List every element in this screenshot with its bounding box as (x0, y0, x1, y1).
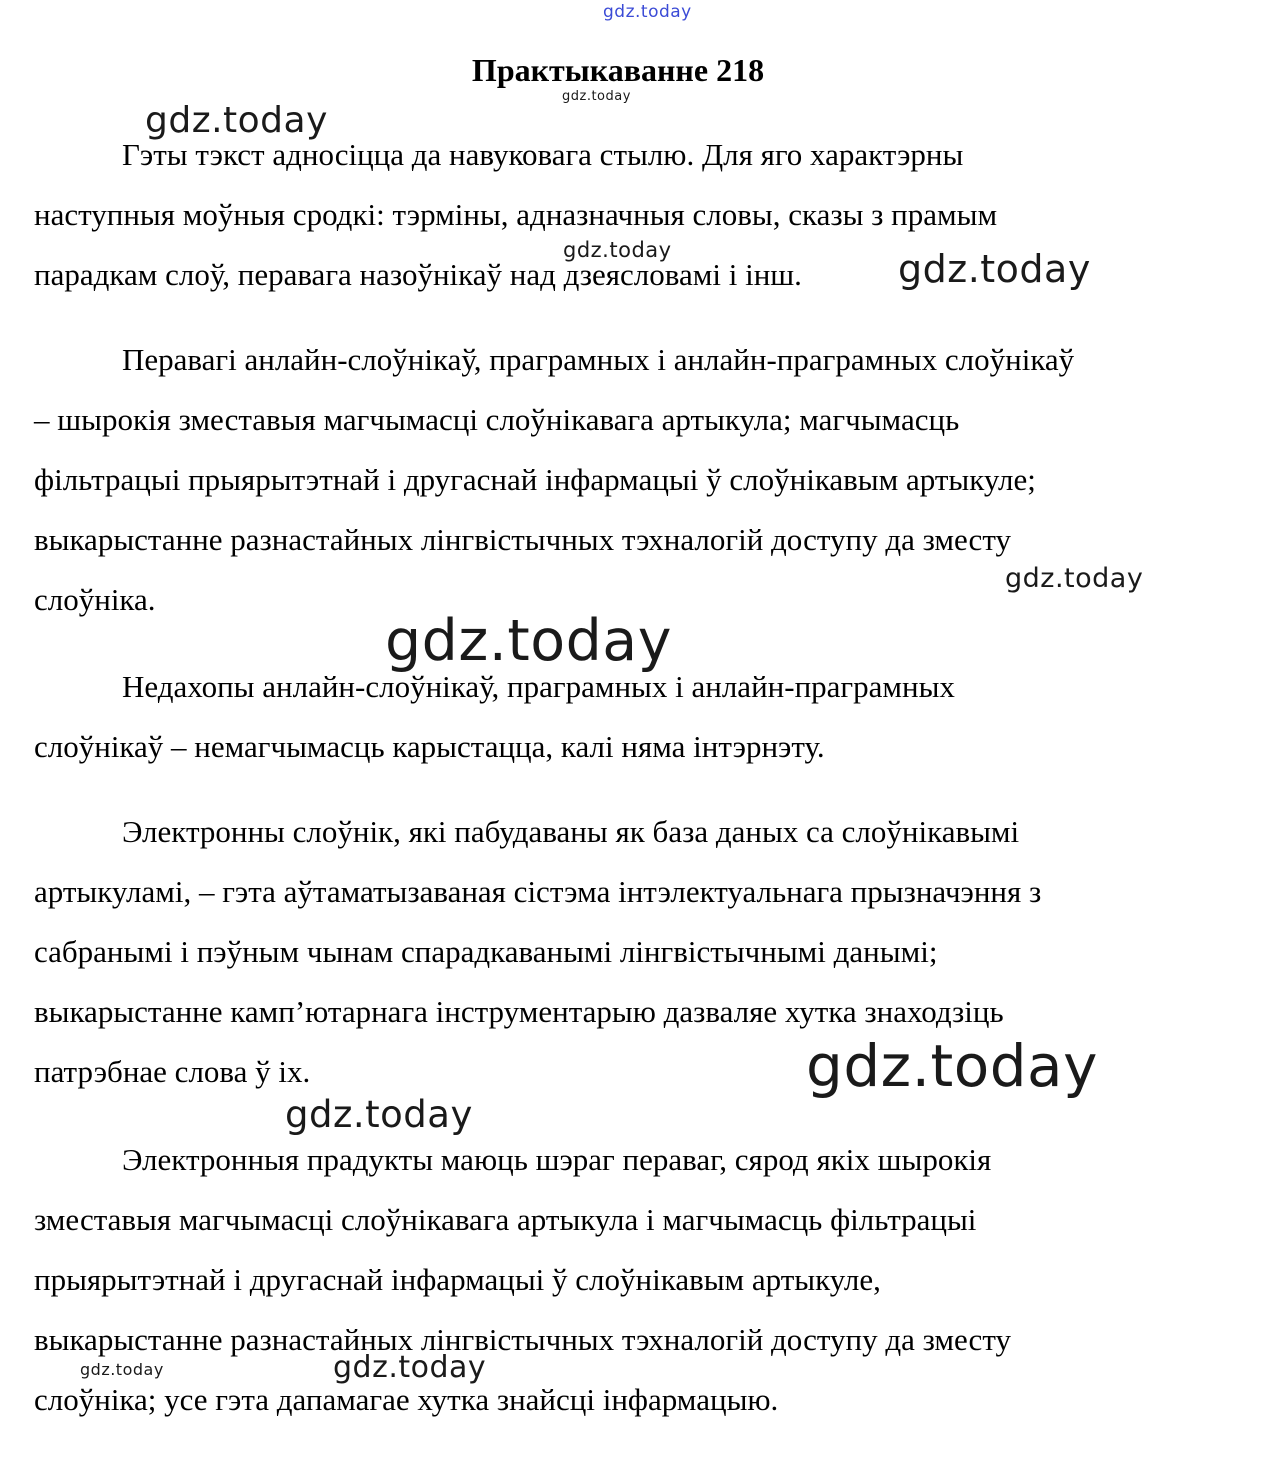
watermark: gdz.today (806, 1032, 1098, 1100)
paragraph-2: Перавагі анлайн-слоўнікаў, праграмных і анлайн-праграмных слоўнікаў – шырокія зместавыя магчымасці слоўнікавага артыкула; магчымасць фільтрацыі прыярытэтнай і другаснай інфармацыі ў слоўнікавым артыкуле; выкарыстанне разнастайных лінгвістычных тэхналогій доступу да зместу слоўніка. (34, 342, 1075, 617)
paragraph-4: Электронны слоўнік, які пабудаваны як база даных са слоўнікавымі артыкуламі, – гэта аўтаматызаваная сістэма інтэлектуальнага прызначэння з сабранымі і пэўным чынам спарадкаванымі лінгвістычнымі данымі; выкарыстанне камп’ютарнага інструментарыю дазваляе хутка знаходзіць патрэбнае слова ў іх. (34, 814, 1042, 1089)
watermark: gdz.today (385, 608, 672, 674)
watermark: gdz.today (562, 89, 631, 104)
watermark: gdz.today (333, 1350, 487, 1385)
watermark: gdz.today (285, 1093, 473, 1136)
header-watermark: gdz.today (603, 2, 692, 22)
paragraph-5: Электронныя прадукты маюць шэраг пераваг, сярод якіх шырокія зместавыя магчымасці слоўнікавага артыкула і магчымасць фільтрацыі прыярытэтнай і другаснай інфармацыі ў слоўнікавым артыкуле, выкарыстанне разнастайных лінгвістычных тэхналогій доступу да зместу слоўніка; усе гэта дапамагае хутка знайсці інфармацыю. (34, 1142, 1011, 1417)
paragraph-1: Гэты тэкст адносіцца да навуковага стылю. Для яго характэрны наступныя моўныя сродкі: тэрміны, адназначныя словы, сказы з прамым парадкам слоў, перавага назоўнікаў над дзеясловамі і інш. (34, 137, 998, 292)
paragraph-3: Недахопы анлайн-слоўнікаў, праграмных і анлайн-праграмных слоўнікаў – немагчымасць карыстацца, калі няма інтэрнэту. (34, 669, 955, 764)
watermark: gdz.today (563, 238, 672, 262)
watermark: gdz.today (898, 247, 1091, 291)
watermark: gdz.today (145, 100, 328, 141)
page-title: Практыкаванне 218 (471, 52, 765, 88)
watermark: gdz.today (1005, 563, 1144, 594)
watermark: gdz.today (80, 1360, 164, 1379)
